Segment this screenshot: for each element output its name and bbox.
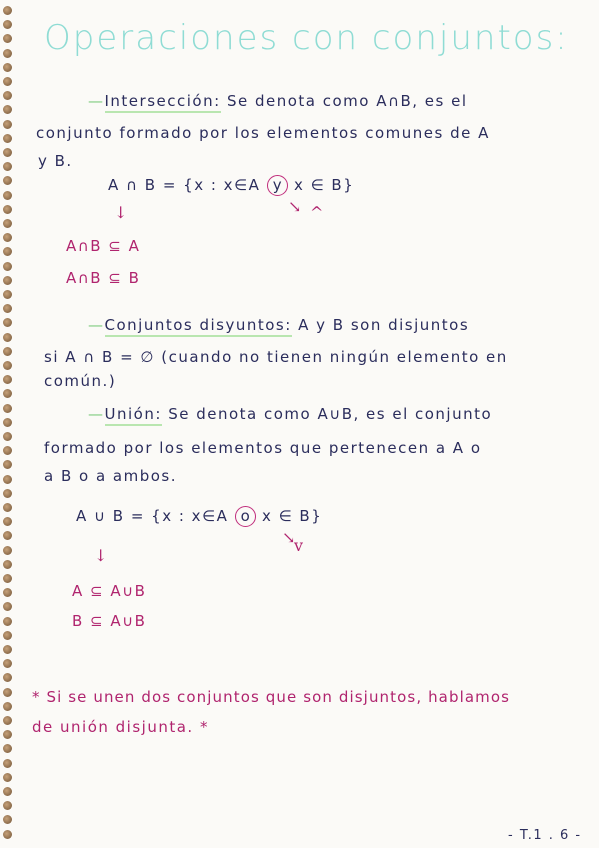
spiral-hole	[3, 120, 12, 129]
spiral-hole	[3, 148, 12, 157]
spiral-hole	[3, 617, 12, 626]
intersection-result-1: A∩B ⊆ A	[66, 237, 141, 255]
spiral-hole	[3, 759, 12, 768]
curved-arrow-icon: ↘	[282, 528, 296, 547]
disjoint-text-1: A y B son disjuntos	[298, 316, 470, 334]
dash-icon: —	[88, 405, 105, 423]
spiral-hole	[3, 460, 12, 469]
spiral-hole	[3, 247, 12, 256]
spiral-hole	[3, 503, 12, 512]
arrow-down-icon: ↓	[94, 546, 108, 565]
spiral-hole	[3, 63, 12, 72]
spiral-hole	[3, 702, 12, 711]
intersection-formula-circle: y	[267, 175, 288, 196]
spiral-hole	[3, 659, 12, 668]
spiral-hole	[3, 418, 12, 427]
intersection-text-3: y B.	[38, 152, 73, 170]
spiral-hole	[3, 375, 12, 384]
spiral-hole	[3, 134, 12, 143]
spiral-hole	[3, 233, 12, 242]
spiral-hole	[3, 34, 12, 43]
spiral-hole	[3, 446, 12, 455]
spiral-hole	[3, 318, 12, 327]
union-result-1: A ⊆ A∪B	[72, 582, 147, 600]
arrow-down-icon: ↓	[114, 203, 128, 222]
spiral-hole	[3, 262, 12, 271]
spiral-hole	[3, 276, 12, 285]
spiral-hole	[3, 773, 12, 782]
spiral-hole	[3, 290, 12, 299]
spiral-hole	[3, 49, 12, 58]
spiral-hole	[3, 475, 12, 484]
intersection-text-2: conjunto formado por los elementos comunes de A	[36, 124, 490, 142]
spiral-hole	[3, 787, 12, 796]
union-result-2: B ⊆ A∪B	[72, 612, 147, 630]
intersection-formula	[108, 175, 354, 196]
spiral-hole	[3, 162, 12, 171]
spiral-hole	[3, 815, 12, 824]
union-formula-left: A ∪ B = {x : x∈A	[76, 507, 229, 525]
spiral-binding	[0, 0, 18, 848]
disjoint-text-3: común.)	[44, 372, 117, 390]
caret-icon: ^	[310, 203, 324, 222]
note-line-2: de unión disjunta. *	[32, 718, 209, 736]
spiral-hole	[3, 546, 12, 555]
union-text-2: formado por los elementos que pertenecen a A o	[44, 439, 482, 457]
caret-icon: v	[294, 536, 304, 555]
spiral-hole	[3, 588, 12, 597]
union-formula	[76, 506, 322, 527]
spiral-hole	[3, 673, 12, 682]
intersection-formula-right: x ∈ B}	[293, 176, 355, 194]
spiral-hole	[3, 631, 12, 640]
spiral-hole	[3, 205, 12, 214]
spiral-hole	[3, 219, 12, 228]
spiral-hole	[3, 333, 12, 342]
spiral-hole	[3, 801, 12, 810]
spiral-hole	[3, 20, 12, 29]
spiral-hole	[3, 730, 12, 739]
spiral-hole	[3, 105, 12, 114]
union-line-1	[88, 405, 492, 423]
spiral-hole	[3, 432, 12, 441]
spiral-hole	[3, 645, 12, 654]
spiral-hole	[3, 347, 12, 356]
intersection-formula-left: A ∩ B = {x : x∈A	[108, 176, 261, 194]
spiral-hole	[3, 560, 12, 569]
dash-icon: —	[88, 316, 105, 334]
intersection-heading: Intersección:	[105, 92, 221, 113]
disjoint-heading: Conjuntos disyuntos:	[105, 316, 292, 337]
disjoint-line-1	[88, 316, 469, 334]
union-text-1: Se denota como A∪B, es el conjunto	[168, 405, 493, 423]
spiral-hole	[3, 531, 12, 540]
union-formula-circle: o	[235, 506, 256, 527]
spiral-hole	[3, 389, 12, 398]
spiral-hole	[3, 744, 12, 753]
spiral-hole	[3, 361, 12, 370]
spiral-hole	[3, 716, 12, 725]
spiral-hole	[3, 517, 12, 526]
union-heading: Unión:	[105, 405, 162, 426]
union-formula-right: x ∈ B}	[261, 507, 323, 525]
dash-icon: —	[88, 92, 105, 110]
spiral-hole	[3, 404, 12, 413]
spiral-hole	[3, 602, 12, 611]
intersection-text-1: Se denota como A∩B, es el	[226, 92, 468, 110]
union-text-3: a B o a ambos.	[44, 467, 178, 485]
spiral-hole	[3, 91, 12, 100]
page-number: - T.1 . 6 -	[508, 828, 582, 843]
spiral-hole	[3, 191, 12, 200]
spiral-hole	[3, 6, 12, 15]
spiral-hole	[3, 688, 12, 697]
spiral-hole	[3, 574, 12, 583]
spiral-hole	[3, 176, 12, 185]
note-line-1: * Si se unen dos conjuntos que son disjuntos, hablamos	[32, 688, 511, 706]
curved-arrow-icon: ↘	[288, 197, 302, 216]
spiral-hole	[3, 304, 12, 313]
spiral-hole	[3, 830, 12, 839]
intersection-result-2: A∩B ⊆ B	[66, 269, 141, 287]
disjoint-text-2: si A ∩ B = ∅ (cuando no tienen ningún elemento en	[44, 348, 508, 366]
intersection-line-1	[88, 92, 468, 110]
spiral-hole	[3, 77, 12, 86]
page-title: Operaciones con conjuntos:	[44, 18, 569, 58]
spiral-hole	[3, 489, 12, 498]
